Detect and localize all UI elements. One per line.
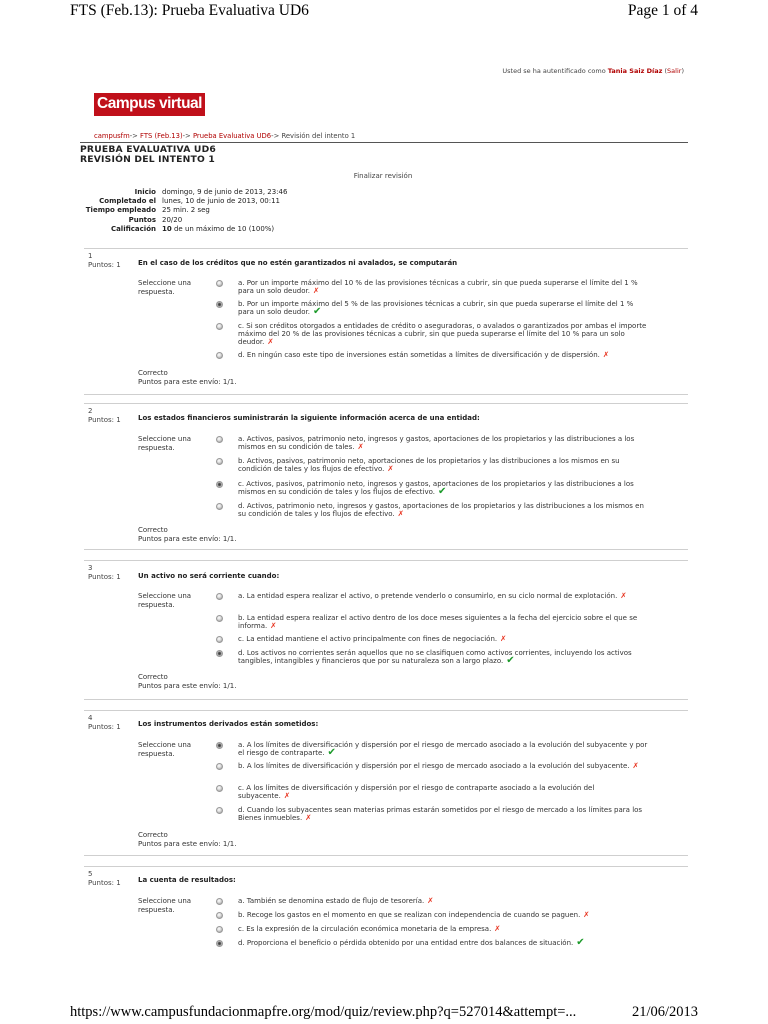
- logout-close-paren: ): [681, 67, 684, 75]
- incorrect-icon: ✗: [305, 813, 312, 823]
- question-info: [88, 564, 121, 582]
- radio-button[interactable]: [216, 912, 223, 919]
- question-text: En el caso de los créditos que no estén garantizados ni avalados, se computarán: [138, 259, 458, 267]
- breadcrumb-separator: ->: [129, 132, 138, 140]
- incorrect-icon: ✗: [583, 910, 590, 919]
- answer-text: d. Activos, patrimonio neto, ingresos y gastos, aportaciones de los propietarios y las distribuciones a los mismos en su condición de tales y los flujos de efectivo.: [238, 502, 644, 519]
- incorrect-icon: ✗: [494, 924, 501, 933]
- logout-open-paren: (: [664, 67, 668, 75]
- question-info: [88, 252, 121, 270]
- question-feedback: [138, 369, 236, 387]
- incorrect-icon: ✗: [602, 350, 610, 359]
- incorrect-icon: ✗: [387, 464, 394, 474]
- radio-button[interactable]: [216, 503, 223, 510]
- page-url: https://www.campusfundacionmapfre.org/mod/quiz/review.php?q=527014&attempt=...: [70, 1004, 577, 1020]
- question-number: 1: [88, 252, 93, 260]
- page-number: Page 1 of 4: [627, 2, 698, 19]
- radio-button[interactable]: [216, 763, 223, 770]
- answer-text: a. Activos, pasivos, patrimonio neto, ingresos y gastos, aportaciones de los propietarios y las distribuciones a los mismos en su condición de tales.: [238, 435, 635, 452]
- answer-prompt: Seleccione una respuesta.: [138, 279, 192, 296]
- question-number: 4: [88, 714, 93, 722]
- question-points: Puntos: 1: [88, 573, 121, 581]
- login-prefix: Usted se ha autentificado como: [502, 67, 606, 75]
- answer-prompt: Seleccione una respuesta.: [138, 435, 192, 452]
- document-title: FTS (Feb.13): Prueba Evaluativa UD6: [70, 2, 309, 19]
- summary-value: 20/20: [162, 215, 183, 224]
- user-name-link[interactable]: Tania Saiz Díaz: [607, 67, 663, 75]
- finalize-review-link[interactable]: Finalizar revisión: [353, 172, 413, 180]
- radio-button[interactable]: [216, 785, 223, 792]
- incorrect-icon: ✗: [632, 761, 639, 770]
- question-points: Puntos: 1: [88, 416, 121, 424]
- summary-value: 25 min. 2 seg: [162, 206, 210, 215]
- question-info: [88, 714, 121, 732]
- answer-text: c. Activos, pasivos, patrimonio neto, ingresos y gastos, aportaciones de los propietarios y las distribuciones a los mismos en su condición de tales y los flujos de efectivo.: [238, 480, 634, 497]
- answer-text: d. Cuando los subyacentes sean materias primas estarán sometidos por el riesgo de mercado a los límites para los Bienes inmuebles.: [238, 806, 643, 823]
- result-label: Correcto: [138, 369, 168, 377]
- answer-prompt: Seleccione una respuesta.: [138, 741, 192, 758]
- incorrect-icon: ✗: [267, 337, 274, 347]
- incorrect-icon: ✗: [312, 286, 320, 296]
- quiz-title: PRUEBA EVALUATIVA UD6: [80, 144, 216, 155]
- breadcrumb: [94, 132, 355, 140]
- question-4: [84, 710, 688, 856]
- breadcrumb-separator: ->: [182, 132, 191, 140]
- question-info: [88, 407, 121, 425]
- breadcrumb-quiz[interactable]: Prueba Evaluativa UD6: [192, 132, 272, 140]
- score-label: Puntos para este envío: 1/1.: [138, 378, 237, 386]
- radio-button[interactable]: [216, 323, 223, 330]
- summary-label: Inicio: [134, 188, 156, 196]
- question-info: [88, 870, 121, 888]
- summary-row-time: [80, 206, 480, 215]
- attempt-title: REVISIÓN DEL INTENTO 1: [80, 153, 215, 165]
- incorrect-icon: ✗: [270, 621, 277, 631]
- header-divider: [80, 142, 688, 143]
- breadcrumb-separator: ->: [271, 132, 280, 140]
- radio-button[interactable]: [216, 926, 223, 933]
- grade-detail: de un máximo de 10 (100%): [173, 224, 275, 233]
- radio-button-selected[interactable]: [216, 650, 223, 657]
- incorrect-icon: ✗: [427, 896, 434, 905]
- result-label: Correcto: [138, 673, 168, 681]
- correct-check-icon: ✔: [327, 747, 336, 759]
- question-feedback: [138, 526, 236, 544]
- radio-button[interactable]: [216, 636, 223, 643]
- summary-row-completed: [80, 197, 480, 206]
- question-3: [84, 560, 688, 700]
- answer-text: a. A los límites de diversificación y dispersión por el riesgo de mercado asociado a la evolución del subyacente y por el riesgo de contraparte.: [238, 741, 648, 758]
- correct-check-icon: ✔: [312, 306, 322, 318]
- radio-button[interactable]: [216, 615, 223, 622]
- answer-text: a. La entidad espera realizar el activo, o pretende venderlo o consumirlo, en su ciclo normal de explotación.: [238, 592, 618, 600]
- print-date: 21/06/2013: [631, 1004, 698, 1020]
- summary-value: [162, 225, 274, 234]
- answer-text: d. Proporciona el beneficio o pérdida obtenido por una entidad entre dos balances de situación.: [238, 939, 574, 947]
- logout-link[interactable]: Salir: [667, 67, 682, 75]
- incorrect-icon: ✗: [620, 591, 627, 600]
- score-label: Puntos para este envío: 1/1.: [138, 682, 237, 690]
- summary-row-start: [80, 188, 480, 197]
- question-points: Puntos: 1: [88, 879, 121, 887]
- answer-text: c. Es la expresión de la circulación económica monetaria de la empresa.: [238, 925, 492, 933]
- score-label: Puntos para este envío: 1/1.: [138, 535, 237, 543]
- question-5: [84, 866, 688, 962]
- question-number: 3: [88, 564, 93, 572]
- radio-button-selected[interactable]: [216, 742, 223, 749]
- question-2: [84, 403, 688, 550]
- radio-button-selected[interactable]: [216, 481, 223, 488]
- question-text: Los estados financieros suministrarán la siguiente información acerca de una entidad:: [138, 414, 480, 422]
- summary-label: Completado el: [99, 197, 156, 206]
- question-number: 5: [88, 870, 93, 878]
- breadcrumb-current: Revisión del intento 1: [281, 132, 356, 140]
- question-1: [84, 248, 688, 395]
- answer-text: d. Los activos no corrientes serán aquellos que no se clasifiquen como activos corrientes, incluyendo los activos tangibles, intangibles y financieros que por su naturaleza son a largo plazo.: [238, 649, 632, 666]
- incorrect-icon: ✗: [397, 509, 404, 519]
- page-title: [80, 145, 216, 164]
- breadcrumb-campusfm[interactable]: campusfm: [94, 132, 130, 140]
- answer-text: a. Por un importe máximo del 10 % de las provisiones técnicas a cubrir, sin que pueda superarse el límite del 1 % para un solo deudor.: [238, 279, 638, 296]
- radio-button[interactable]: [216, 280, 223, 287]
- summary-label: Puntos: [128, 215, 156, 224]
- question-number: 2: [88, 407, 93, 415]
- correct-check-icon: ✔: [506, 655, 515, 667]
- breadcrumb-course[interactable]: FTS (Feb.13): [140, 132, 183, 140]
- question-text: La cuenta de resultados:: [138, 876, 236, 884]
- score-label: Puntos para este envío: 1/1.: [138, 840, 237, 848]
- answer-text: b. Recoge los gastos en el momento en que se realizan con independencia de cuando se paguen.: [238, 911, 581, 919]
- summary-label: Calificación: [110, 224, 156, 233]
- answer-text: a. También se denomina estado de flujo de tesorería.: [238, 897, 425, 905]
- attempt-summary: [80, 188, 480, 234]
- result-label: Correcto: [138, 831, 168, 839]
- radio-button[interactable]: [216, 436, 223, 443]
- campus-virtual-logo[interactable]: Campus virtual: [94, 93, 205, 116]
- print-footer: [70, 1004, 698, 1024]
- radio-button[interactable]: [216, 352, 223, 359]
- incorrect-icon: ✗: [357, 442, 364, 452]
- answer-text: b. Activos, pasivos, patrimonio neto, aportaciones de los propietarios y las distribuciones a los mismos en su condición de tales y los flujos de efectivo.: [238, 457, 620, 474]
- summary-value: lunes, 10 de junio de 2013, 00:11: [162, 197, 281, 206]
- answer-prompt: Seleccione una respuesta.: [138, 897, 192, 914]
- login-info: [502, 67, 684, 75]
- question-feedback: [138, 831, 236, 849]
- answer-text: b. La entidad espera realizar el activo dentro de los doce meses siguientes a la fecha del ejercicio sobre el que se informa.: [238, 614, 638, 631]
- answer-text: b. Por un importe máximo del 5 % de las provisiones técnicas a cubrir, sin que pueda superarse el límite del 1 % para un solo deudor.: [238, 300, 634, 317]
- summary-row-points: [80, 216, 480, 225]
- answer-text: c. La entidad mantiene el activo principalmente con fines de negociación.: [238, 635, 498, 643]
- summary-row-grade: [80, 225, 480, 234]
- radio-button[interactable]: [216, 458, 223, 465]
- answer-prompt: Seleccione una respuesta.: [138, 592, 192, 609]
- answer-text: b. A los límites de diversificación y dispersión por el riesgo de mercado asociado a la evolución del subyacente.: [238, 762, 630, 770]
- radio-button[interactable]: [216, 807, 223, 814]
- question-points: Puntos: 1: [88, 723, 121, 731]
- summary-label: Tiempo empleado: [85, 206, 156, 215]
- incorrect-icon: ✗: [283, 791, 291, 801]
- question-feedback: [138, 673, 236, 691]
- summary-value: domingo, 9 de junio de 2013, 23:46: [162, 188, 288, 196]
- incorrect-icon: ✗: [500, 634, 507, 643]
- question-points: Puntos: 1: [88, 261, 121, 269]
- print-header: [70, 2, 698, 24]
- radio-button-selected[interactable]: [216, 301, 223, 308]
- answer-text: c. Si son créditos otorgados a entidades de crédito o aseguradoras, o avalados o garantizados por ambas el importe máximo del 20 % de las provisiones técnicas a cubrir, sin que pueda superarse el límite del 10 % para un solo deudor.: [238, 322, 647, 347]
- correct-check-icon: ✔: [576, 937, 585, 948]
- question-text: Los instrumentos derivados están sometidos:: [138, 720, 319, 728]
- correct-check-icon: ✔: [438, 486, 447, 498]
- answer-text: c. A los límites de diversificación y dispersión por el riesgo de contraparte asociado a la evolución del subyacente.: [238, 784, 595, 801]
- answer-text: d. En ningún caso este tipo de inversiones están sometidas a límites de diversificación y de dispersión.: [238, 351, 600, 359]
- grade-value: 10: [162, 224, 172, 233]
- radio-button-selected[interactable]: [216, 940, 223, 947]
- question-text: Un activo no será corriente cuando:: [138, 572, 280, 580]
- result-label: Correcto: [138, 526, 168, 534]
- radio-button[interactable]: [216, 593, 223, 600]
- radio-button[interactable]: [216, 898, 223, 905]
